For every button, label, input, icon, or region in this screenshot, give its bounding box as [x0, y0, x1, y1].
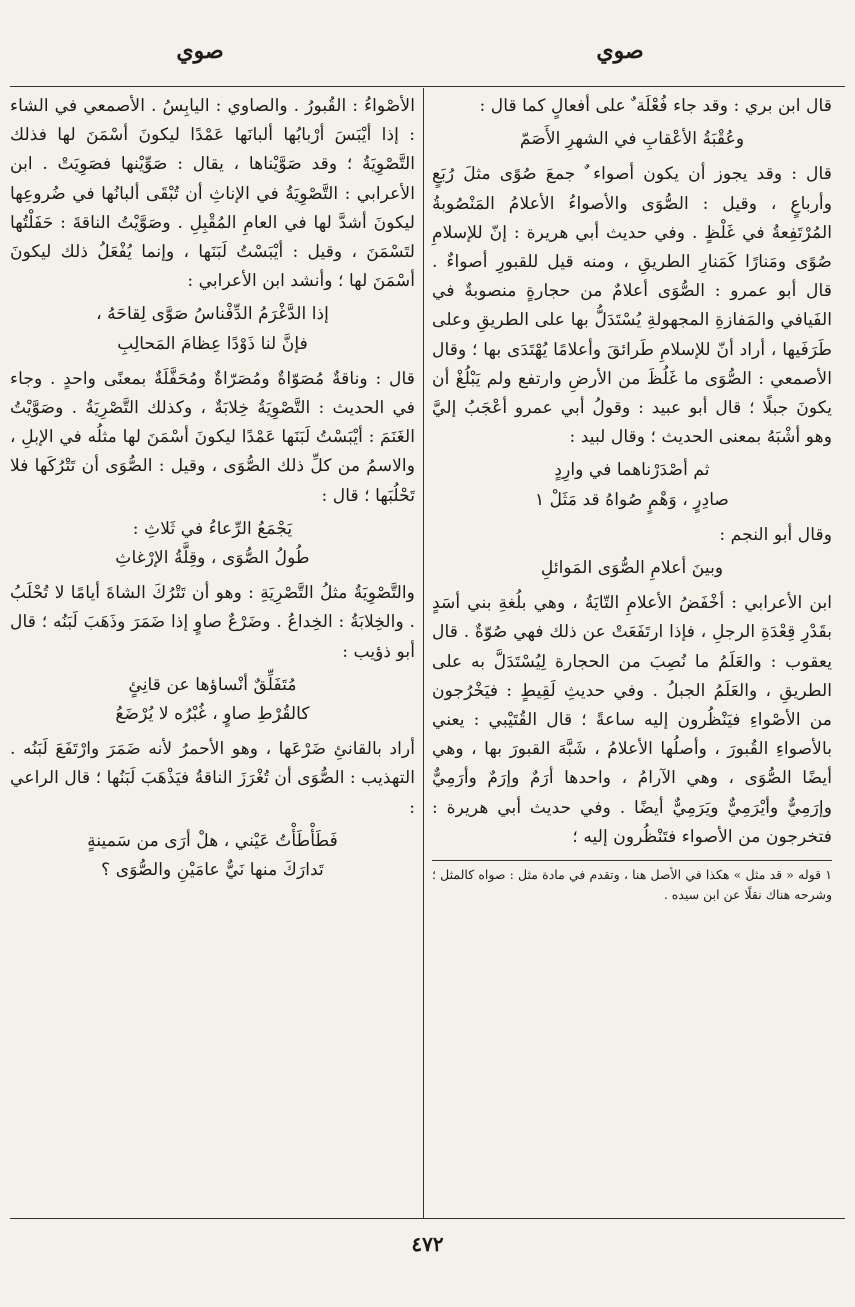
bottom-rule	[10, 1218, 845, 1219]
verse-line: فَطَأْطَأْتُ عَيْني ، هلْ أرَى من سَمينةٍ	[87, 830, 338, 851]
verse-line: صادِرٍ ، وَهْمٍ صُواهُ قد مَثَلْ ١	[534, 489, 730, 510]
column-divider	[423, 88, 424, 1218]
paragraph: والتَّصْوِيَةُ مثلُ التَّصْرِيَةِ : وهو أن تَتْرُكَ الشاةَ أيامًا لا تُحْلَبُ . والخِلابَةُ : الخِداعُ . وضَرْعٌ صاوٍ إذا ضَمَرَ وذَهَبَ لَبَنُه ؛ قال أبو ذؤيب :	[10, 583, 415, 662]
poetry-verse	[10, 671, 415, 729]
verse-line: يَجْمَعُ الرِّعاءُ في ثَلاثِ :	[132, 518, 293, 539]
footnote-rule	[432, 860, 832, 861]
verse-line: كالقُرْطِ صاوٍ ، غُبْرُه لا يُرْضَعُ	[115, 704, 310, 725]
paragraph: قال : وناقةٌ مُصَوّاةٌ ومُصَرّاةٌ ومُحَفَّلَةٌ بمعنًى واحدٍ . وجاء في الحديث : التَّصْوِيَةُ خِلابَةٌ ، وكذلك التَّصْرِيَةُ . وصَوَّيْتُ الغَنَمَ : أيْبَسْتُ لَبَنَها عَمْدًا ليكونَ أسْمَنَ لها مثلُه في الإبلِ ، والاسمُ من كلِّ ذلك الصُّوَى ، وقيل : الصُّوَى أن تَتْرُكَها فلا تَحْلُبَها ؛ قال :	[10, 368, 415, 506]
poetry-verse	[10, 827, 415, 885]
verse-line: إذا الدَّغْرَمُ الدِّفْناسُ صَوَّى لِقاحَهُ ،	[96, 304, 329, 325]
left-running-head: صوي	[176, 38, 224, 64]
paragraph: قال : وقد يجوز أن يكون أصواء ٌ جمعَ صُوًى مثلَ رُبَعٍ وأرباعٍ ، وقيل : الصُّوَى والأصواءُ الأعلامُ المَنْصُوبةُ المُرْتَفِعةُ في غَلْظٍ . وفي حديث أبي هريرة : إنّ للإسلامِ صُوًى ومَنارًا كَمَنارِ الطريقِ ، ومنه قيل للقبورِ أصواءٌ . قال أبو عمرو : الصُّوَى أعلامٌ من حجارةٍ منصوبةٌ في الفَيافي والمَفازةِ المجهولةِ يُسْتَدَلُّ بها على الطريقِ وعلى طَرَفَيها ، أراد أنّ للإسلامِ طَرائقَ وأعلامًا يُهْتَدَى بها ؛ وقال الأصمعي : الصُّوَى ما غَلُظَ من الأرضِ وارتفع ولم يَبْلُغْ أن يكونَ جبلًا ؛ قال أبو عبيد : وقولُ أبي عمرو أعْجَبُ إليَّ وهو أشْبَهُ بمعنى الحديث ؛ وقال لبيد :	[432, 164, 832, 448]
right-running-head: صوي	[596, 38, 644, 64]
verse-line: فإنَّ لنا ذَوْدًا عِظامَ المَحالِبِ	[117, 333, 308, 354]
poetry-verse	[432, 554, 832, 583]
verse-line: مُتَفَلِّقٌ أنْساؤها عن قانِئٍ	[128, 674, 297, 695]
poetry-verse	[432, 125, 832, 154]
right-column	[432, 92, 832, 905]
poetry-verse	[432, 456, 832, 514]
poetry-verse	[10, 300, 415, 358]
paragraph: ابن الأعرابي : أخْفَضُ الأعلامِ التّايَةُ ، وهي بلُغةِ بني أسَدٍ بقَدْرِ قِعْدَةِ الرجلِ ، فإذا ارتَفَعَتْ عن ذلك فهي صُوّةٌ . قال يعقوب : والعَلَمُ ما نُصِبَ من الحجارة لِيُسْتَدَلَّ به على الطريقِ ، والعَلَمُ الجبلُ . وفي حديثِ لَقِيطٍ : فيَخْرُجون من الأصْواءِ فيَنْظُرون إليه ساعةً ؛ قال القُتَيْبي : يعني بالأصواءِ القُبورَ ، وأصلُها الأعلامُ ، شَبَّهَ القبورَ بها ، وهي أيضًا الصُّوَى ، وهي الآرامُ ، واحدها أرَمٌ وإرَمٌ وأرَمِيٌّ وإرَمِيٌّ وأيْرَمِيٌّ ويَرَمِيٌّ أيضًا . وفي حديث أبي هريرة : فتخرجون من الأصواء فتَنْظُرون إليه ؛	[432, 593, 832, 847]
paragraph: وقال أبو النجم :	[719, 524, 832, 545]
page-number: ٤٧٢	[411, 1232, 444, 1256]
verse-line: ثم أصْدَرْناهما في وارِدٍ	[554, 460, 710, 481]
paragraph: قال ابن بري : وقد جاء فُعْلَة ٌ على أفعالٍ كما قال :	[479, 96, 832, 116]
poetry-verse	[10, 515, 415, 573]
paragraph: الأصْواءُ : القُبورُ . والصاوي : اليابِسُ . الأصمعي في الشاء : إذا أيْبَسَ أرْبابُها ألبانَها عَمْدًا ليكونَ أسْمَنَ لها فذلك التَّصْوِيَةُ ؛ وقد صَوَّيْناها ، يقال : صَوِّيْنها فصَوِيَتْ . ابن الأعرابي : التَّصْوِيَةُ في الإناثِ أن تُبْقَى ألبانُها في ضُروعِها ليكونَ أشدَّ لها في العامِ المُقْبِلِ . وصَوَّيْتُ الناقةَ : حَفَلْتُها لتَسْمَنَ ، وقيل : أيْبَسْتُ لَبَنَها ، وإنما يُفْعَلُ ذلك ليكونَ أسْمَنَ لها ؛ وأنشد ابن الأعرابي :	[10, 96, 415, 292]
verse-line: تَدارَكَ منها نَيٌّ عامَيْنِ والصُّوَى ؟	[101, 860, 324, 881]
verse-line: وعُقْبَةُ الأعْقابِ في الشهرِ الأَصَمّ	[519, 129, 745, 150]
top-rule	[10, 86, 845, 87]
footnote: ١ قوله « قد مثل » هكذا في الأصل هنا ، وتقدم في مادة مثل : صواه كالمثل ؛ وشرحه هناك نقلًا عن ابن سيده .	[432, 867, 832, 903]
paragraph: أراد بالقانئِ ضَرْعَها ، وهو الأحمرُ لأنه ضَمَرَ وارْتَفَعَ لَبَنُه . التهذيب : الصُّوَى أن تُغْرَزَ الناقةُ فيَذْهَبَ لَبَنُها ؛ قال الراعي :	[10, 739, 415, 818]
verse-line: طُولُ الصُّوَى ، وقِلَّةُ الإرْغاثِ	[115, 548, 310, 569]
verse-line: وبينَ أعلامِ الصُّوَى المَوائلِ	[540, 558, 724, 579]
left-column	[10, 92, 415, 891]
